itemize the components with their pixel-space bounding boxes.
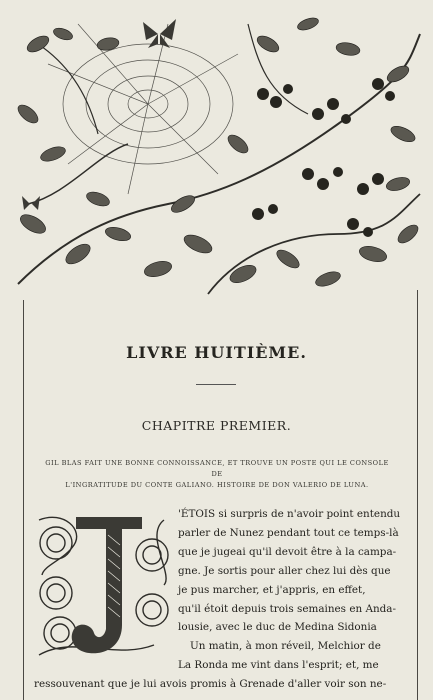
butterfly-icon xyxy=(143,19,176,48)
body-line-1: 'ÉTOIS si surpris de n'avoir point entendu xyxy=(178,508,401,520)
spider-web-icon xyxy=(48,24,238,194)
chapter-title: CHAPITRE PREMIER. xyxy=(141,418,292,433)
summary-line-1: GIL BLAS FAIT UNE BONNE CONNOISSANCE, ET TROUVE UN POSTE QUI LE CONSOLE DE xyxy=(45,459,389,478)
body-line-5: je pus marcher, et j'appris, en effet, xyxy=(178,584,366,596)
body-line-7: lousie, avec le duc de Medina Sidonia xyxy=(178,621,377,633)
body-line-6: qu'il étoit depuis trois semaines en Anda- xyxy=(178,603,397,615)
body-line-3: que je jugeai qu'il devoit être à la campa- xyxy=(178,546,397,558)
body-line-10: ressouvenant que je lui avois promis à Grenade d'aller voir son ne- xyxy=(34,678,387,690)
foliage-vignette-illustration xyxy=(8,4,426,304)
book-title: LIVRE HUITIÈME. xyxy=(126,343,307,362)
berries-icon xyxy=(252,78,395,237)
body-line-9: La Ronda me vint dans l'esprit; et, me xyxy=(178,659,379,671)
body-line-2: parler de Nunez pendant tout ce temps-là xyxy=(178,527,399,539)
title-divider xyxy=(196,384,236,385)
body-line-8: Un matin, à mon réveil, Melchior de xyxy=(190,640,381,652)
body-line-4: gne. Je sortis pour aller chez lui dès que xyxy=(178,565,391,577)
ornamental-dropcap xyxy=(34,515,174,657)
summary-line-2: L'INGRATITUDE DU CONTE GALIANO. HISTOIRE DE DON VALERIO DE LUNA. xyxy=(65,481,369,489)
leaves-icon xyxy=(15,16,421,290)
chapter-summary xyxy=(44,458,390,491)
